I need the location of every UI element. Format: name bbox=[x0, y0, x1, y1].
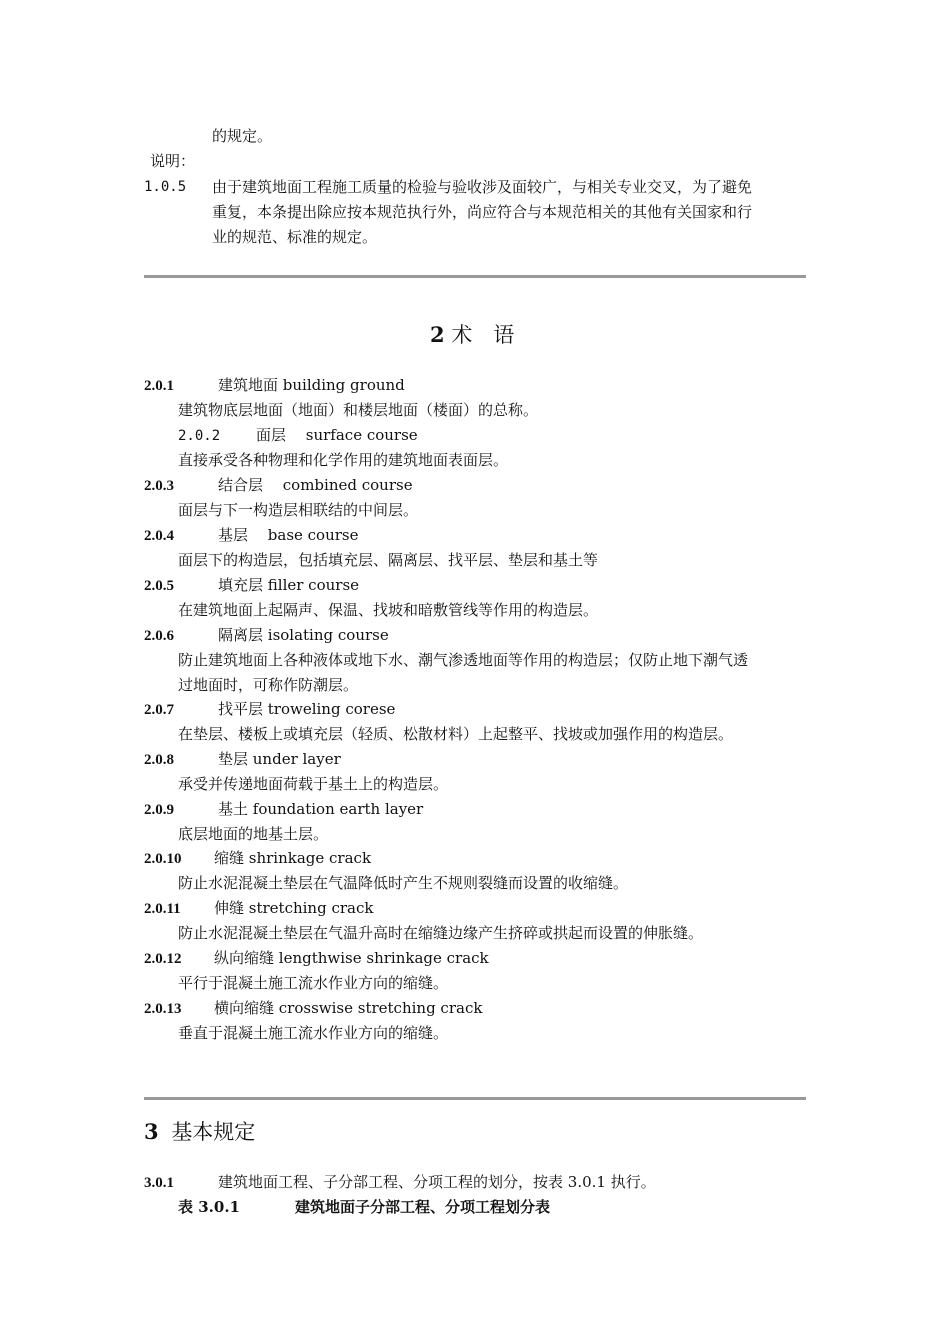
term-entry bbox=[144, 375, 405, 396]
term-definition: 垂直于混凝土施工流水作业方向的缩缝。 bbox=[178, 1024, 449, 1042]
term-number: 2.0.11 bbox=[144, 901, 181, 917]
term-definition: 防止水泥混凝土垫层在气温升高时在缩缝边缘产生挤碎或拱起而设置的伸胀缝。 bbox=[178, 924, 704, 942]
term-number: 2.0.7 bbox=[144, 702, 174, 718]
clause-text-line: 重复，本条提出除应按本规范执行外，尚应符合与本规范相关的其他有关国家和行 bbox=[212, 203, 753, 221]
clause-entry bbox=[144, 1172, 656, 1193]
term-number: 2.0.6 bbox=[144, 628, 174, 644]
term-definition: 承受并传递地面荷载于基土上的构造层。 bbox=[178, 775, 449, 793]
clause-text-line: 由于建筑地面工程施工质量的检验与验收涉及面较广，与相关专业交叉，为了避免 bbox=[212, 178, 753, 196]
term-definition: 在建筑地面上起隔声、保温、找坡和暗敷管线等作用的构造层。 bbox=[178, 601, 599, 619]
term-name: 结合层 combined course bbox=[218, 476, 413, 494]
table-label: 表 3.0.1 bbox=[178, 1198, 240, 1216]
section-divider bbox=[144, 275, 806, 278]
term-definition: 过地面时，可称作防潮层。 bbox=[178, 676, 359, 694]
chapter-3-heading bbox=[144, 1119, 255, 1145]
term-entry bbox=[178, 425, 418, 446]
term-entry bbox=[144, 575, 359, 596]
term-definition: 直接承受各种物理和化学作用的建筑地面表面层。 bbox=[178, 451, 509, 469]
term-name: 找平层 troweling corese bbox=[218, 700, 396, 718]
term-entry bbox=[144, 998, 482, 1019]
term-name: 建筑地面 building ground bbox=[218, 376, 405, 394]
term-number: 2.0.5 bbox=[144, 578, 174, 594]
term-name: 横向缩缝 crosswise stretching crack bbox=[214, 999, 483, 1017]
term-number: 2.0.13 bbox=[144, 1001, 182, 1017]
term-entry bbox=[144, 898, 373, 919]
term-definition: 平行于混凝土施工流水作业方向的缩缝。 bbox=[178, 974, 449, 992]
term-number: 2.0.4 bbox=[144, 528, 174, 544]
intro-continuation: 的规定。 bbox=[212, 127, 273, 145]
term-name: 缩缝 shrinkage crack bbox=[214, 849, 372, 867]
term-name: 填充层 filler course bbox=[218, 576, 360, 594]
term-name: 纵向缩缝 lengthwise shrinkage crack bbox=[214, 949, 489, 967]
term-definition: 面层下的构造层，包括填充层、隔离层、找平层、垫层和基土等 bbox=[178, 551, 599, 569]
term-entry bbox=[144, 749, 341, 770]
chapter-number: 3 bbox=[144, 1119, 159, 1144]
term-definition: 建筑物底层地面（地面）和楼层地面（楼面）的总称。 bbox=[178, 401, 539, 419]
term-name: 伸缝 stretching crack bbox=[214, 899, 374, 917]
term-entry bbox=[144, 625, 389, 646]
term-definition: 防止水泥混凝土垫层在气温降低时产生不规则裂缝而设置的收缩缝。 bbox=[178, 874, 629, 892]
term-definition: 底层地面的地基土层。 bbox=[178, 825, 329, 843]
clause-number: 3.0.1 bbox=[144, 1175, 174, 1191]
term-entry bbox=[144, 525, 359, 546]
term-name: 隔离层 isolating course bbox=[218, 626, 389, 644]
clause-text-line: 业的规范、标准的规定。 bbox=[212, 228, 378, 246]
term-definition: 防止建筑地面上各种液体或地下水、潮气渗透地面等作用的构造层；仅防止地下潮气透 bbox=[178, 651, 749, 669]
term-definition: 在垫层、楼板上或填充层（轻质、松散材料）上起整平、找坡或加强作用的构造层。 bbox=[178, 725, 734, 743]
table-caption bbox=[178, 1197, 550, 1217]
term-entry bbox=[144, 848, 371, 869]
table-title: 建筑地面子分部工程、分项工程划分表 bbox=[295, 1198, 551, 1216]
term-number: 2.0.3 bbox=[144, 478, 174, 494]
chapter-2-heading bbox=[430, 322, 514, 348]
section-divider bbox=[144, 1097, 806, 1100]
term-number: 2.0.2 bbox=[178, 428, 221, 444]
term-name: 面层 surface course bbox=[256, 426, 418, 444]
chapter-number: 2 bbox=[430, 322, 445, 347]
term-entry bbox=[144, 699, 395, 720]
chapter-title: 基本规定 bbox=[171, 1120, 256, 1144]
term-name: 垫层 under layer bbox=[218, 750, 341, 768]
term-name: 基土 foundation earth layer bbox=[218, 800, 424, 818]
term-entry bbox=[144, 475, 413, 496]
term-name: 基层 base course bbox=[218, 526, 359, 544]
term-number: 2.0.10 bbox=[144, 851, 182, 867]
term-number: 2.0.9 bbox=[144, 802, 174, 818]
explanation-label: 说明： bbox=[150, 152, 196, 170]
term-entry bbox=[144, 799, 423, 820]
term-number: 2.0.12 bbox=[144, 951, 182, 967]
chapter-title: 术 语 bbox=[451, 323, 515, 347]
term-number: 2.0.1 bbox=[144, 378, 174, 394]
term-number: 2.0.8 bbox=[144, 752, 174, 768]
term-definition: 面层与下一构造层相联结的中间层。 bbox=[178, 501, 419, 519]
clause-number: 1.0.5 bbox=[144, 179, 187, 195]
clause-text: 建筑地面工程、子分部工程、分项工程的划分，按表 3.0.1 执行。 bbox=[218, 1173, 656, 1191]
term-entry bbox=[144, 948, 489, 969]
